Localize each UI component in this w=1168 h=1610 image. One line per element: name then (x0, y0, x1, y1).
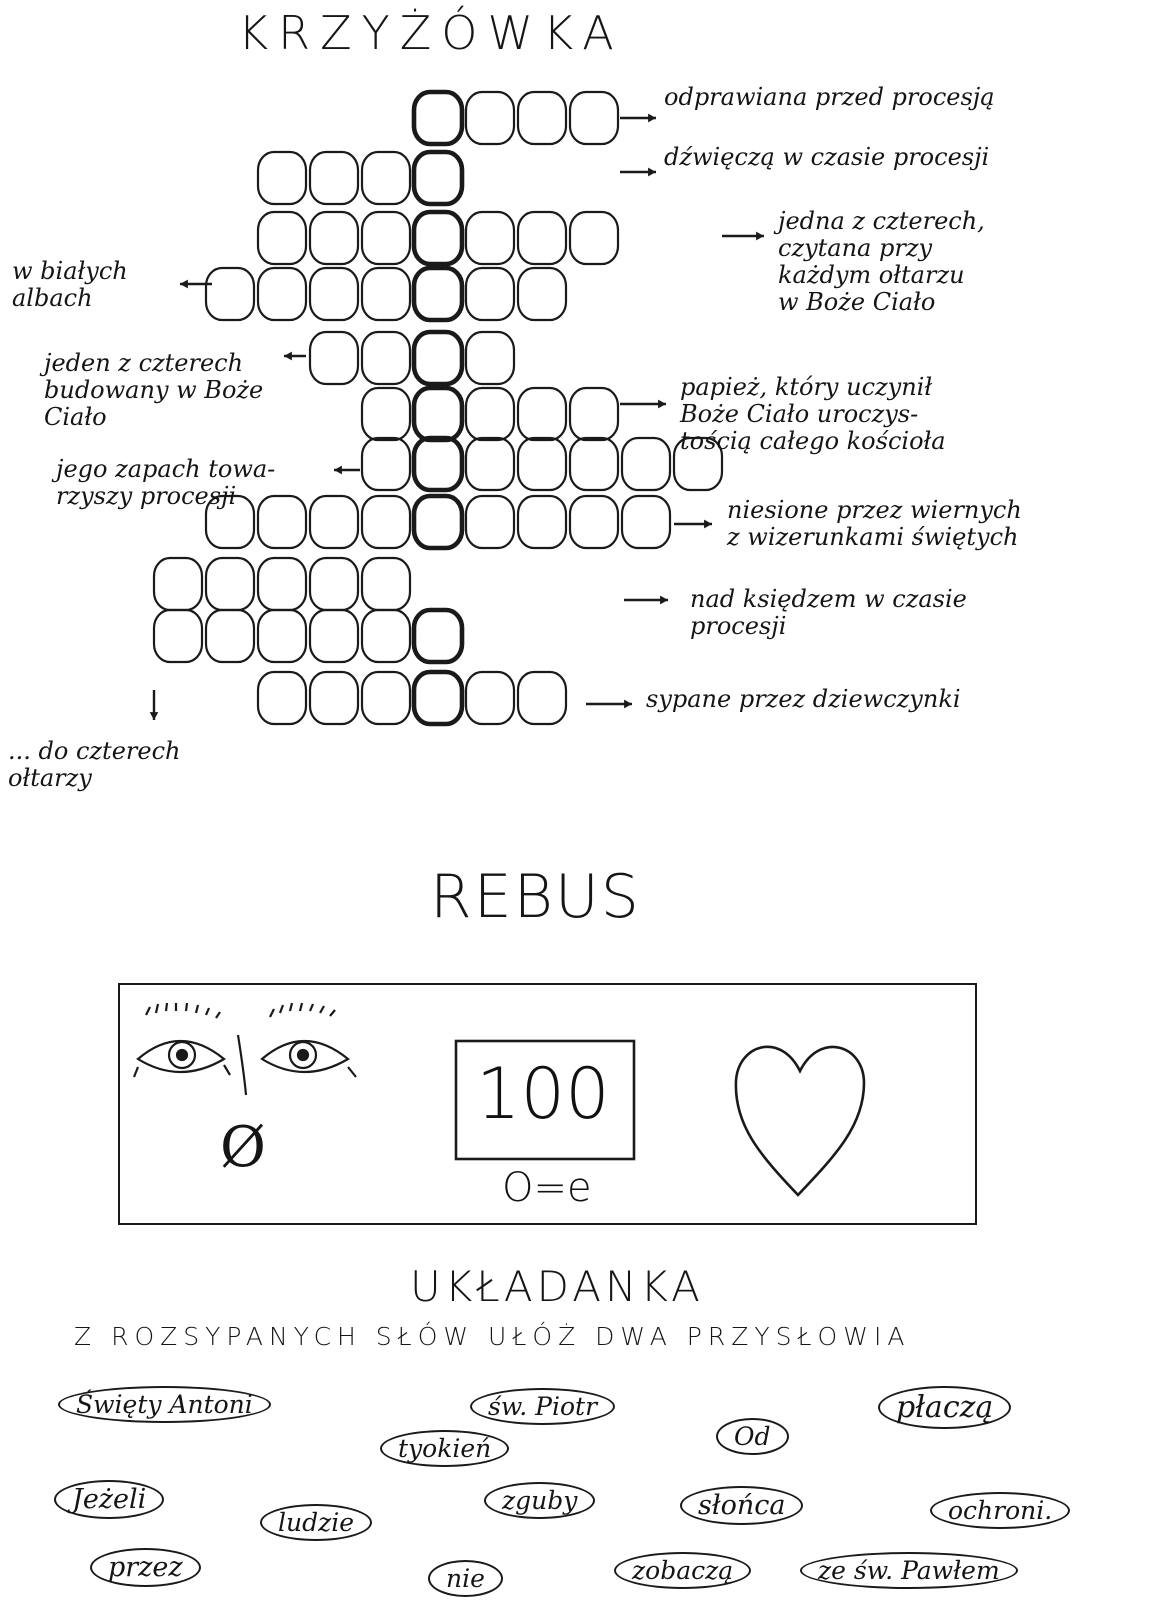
arrowhead-icon (648, 168, 656, 177)
crossword-cell[interactable] (466, 672, 514, 724)
arrowhead-icon (658, 400, 666, 409)
crossword-cell[interactable] (466, 212, 514, 264)
arrowhead-icon (660, 596, 668, 605)
word-tile[interactable]: ze św. Pawłem (800, 1552, 1018, 1589)
crossword-key-cell[interactable] (414, 332, 462, 384)
crossword-key-cell[interactable] (414, 610, 462, 662)
word-tile[interactable]: ochroni. (930, 1492, 1070, 1529)
crossword-cell[interactable] (258, 672, 306, 724)
crossword-cell[interactable] (466, 496, 514, 548)
crossword-cell[interactable] (518, 92, 566, 144)
crossword-cell[interactable] (518, 496, 566, 548)
crossword-cell[interactable] (570, 438, 618, 490)
crossword-title: KRZYŻÓWKA (238, 6, 624, 60)
crossword-cell[interactable] (362, 152, 410, 204)
crossword-key-cell[interactable] (414, 672, 462, 724)
clue-row-11: sypane przez dziewczynki (646, 685, 961, 713)
crossword-cell[interactable] (362, 672, 410, 724)
word-tile[interactable]: Jeżeli (54, 1480, 164, 1519)
word-tile[interactable]: tyokień (380, 1430, 509, 1467)
crossword-cell[interactable] (570, 92, 618, 144)
arrowhead-icon (704, 520, 712, 529)
crossword-key-cell[interactable] (414, 496, 462, 548)
clue-row-3: jedna z czterech, czytana przy każdym ołtarzu w Boże Ciało (778, 207, 985, 316)
crossword-cell[interactable] (310, 268, 358, 320)
rebus-box (118, 983, 977, 1225)
word-tile[interactable]: św. Piotr (470, 1388, 615, 1425)
crossword-cell[interactable] (518, 268, 566, 320)
crossword-cell[interactable] (154, 610, 202, 662)
rebus-equation: O=e (502, 1165, 592, 1211)
arrowhead-icon (180, 280, 188, 289)
puzzle-subtitle: Z ROZSYPANYCH SŁÓW UŁÓŻ DWA PRZYSŁOWIA (74, 1322, 911, 1351)
word-tile[interactable]: płaczą (878, 1386, 1011, 1429)
arrowhead-icon (334, 466, 342, 475)
crossword-cell[interactable] (154, 558, 202, 610)
crossword-cell[interactable] (570, 496, 618, 548)
crossword-cell[interactable] (206, 610, 254, 662)
crossword-cell[interactable] (310, 332, 358, 384)
crossword-cell[interactable] (362, 496, 410, 548)
clue-row-7: jego zapach towa- rzyszy procesji (56, 455, 276, 510)
crossword-cell[interactable] (258, 558, 306, 610)
crossword-cell[interactable] (258, 152, 306, 204)
heart-icon (736, 1047, 864, 1195)
crossword-key-cell[interactable] (414, 92, 462, 144)
crossword-cell[interactable] (622, 496, 670, 548)
crossword-cell[interactable] (310, 152, 358, 204)
arrowhead-icon (624, 700, 632, 709)
clue-row-6: papież, który uczynił Boże Ciało uroczys- tością całego kościoła (680, 373, 946, 455)
crossword-cell[interactable] (362, 268, 410, 320)
eyes-icon (134, 1003, 356, 1095)
crossword-cell[interactable] (570, 388, 618, 440)
word-tile[interactable]: słońca (680, 1486, 803, 1525)
crossword-cell[interactable] (362, 438, 410, 490)
crossword-cell[interactable] (258, 610, 306, 662)
clue-row-10: ... do czterech ołtarzy (8, 737, 181, 792)
crossword-cell[interactable] (466, 332, 514, 384)
crossword-cell[interactable] (622, 438, 670, 490)
crossword-cell[interactable] (518, 212, 566, 264)
arrowhead-icon (756, 232, 764, 241)
word-tile[interactable]: ludzie (260, 1504, 372, 1541)
arrowhead-icon (648, 114, 656, 123)
crossword-cell[interactable] (310, 610, 358, 662)
clue-row-2: dźwięczą w czasie procesji (664, 143, 990, 171)
rebus-title: REBUS (430, 862, 641, 932)
arrowhead-icon (150, 712, 159, 720)
crossword-key-cell[interactable] (414, 268, 462, 320)
crossword-cell[interactable] (466, 438, 514, 490)
clue-row-1: odprawiana przed procesją (664, 83, 995, 111)
crossword-cell[interactable] (570, 212, 618, 264)
crossword-cell[interactable] (466, 268, 514, 320)
crossword-cell[interactable] (362, 558, 410, 610)
crossword-cell[interactable] (258, 268, 306, 320)
crossword-cell[interactable] (258, 212, 306, 264)
crossword-key-cell[interactable] (414, 152, 462, 204)
crossword-cell[interactable] (310, 212, 358, 264)
crossword-cell[interactable] (362, 212, 410, 264)
crossword-key-cell[interactable] (414, 212, 462, 264)
crossword-cell[interactable] (362, 610, 410, 662)
crossword-cell[interactable] (518, 388, 566, 440)
word-tile[interactable]: Święty Antoni (58, 1386, 271, 1423)
crossword-cell[interactable] (310, 496, 358, 548)
rebus-number: 100 (476, 1053, 610, 1135)
puzzle-title: UKŁADANKA (410, 1262, 704, 1311)
word-tile[interactable]: nie (428, 1560, 503, 1597)
crossword-cell[interactable] (206, 268, 254, 320)
crossed-symbol: Ø (220, 1115, 266, 1180)
crossword-cell[interactable] (518, 672, 566, 724)
crossword-cell[interactable] (518, 438, 566, 490)
arrowhead-icon (284, 352, 292, 361)
word-tile[interactable]: zobaczą (614, 1552, 751, 1589)
crossword-key-cell[interactable] (414, 388, 462, 440)
crossword-cell[interactable] (466, 92, 514, 144)
word-tile[interactable]: zguby (484, 1482, 595, 1519)
crossword-cell[interactable] (310, 558, 358, 610)
clue-row-9: nad księdzem w czasie procesji (690, 585, 967, 640)
word-tile[interactable]: przez (90, 1548, 201, 1587)
clue-row-5: jeden z czterech budowany w Boże Ciało (44, 349, 264, 431)
crossword-key-cell[interactable] (414, 438, 462, 490)
crossword-cell[interactable] (206, 558, 254, 610)
crossword-cell[interactable] (362, 332, 410, 384)
crossword-cell[interactable] (466, 388, 514, 440)
word-tile[interactable]: Od (716, 1418, 789, 1455)
clue-row-4: w białych albach (12, 257, 128, 312)
crossword-cell[interactable] (310, 672, 358, 724)
crossword-cell[interactable] (362, 388, 410, 440)
clue-row-8: niesione przez wiernych z wizerunkami świętych (727, 496, 1022, 551)
